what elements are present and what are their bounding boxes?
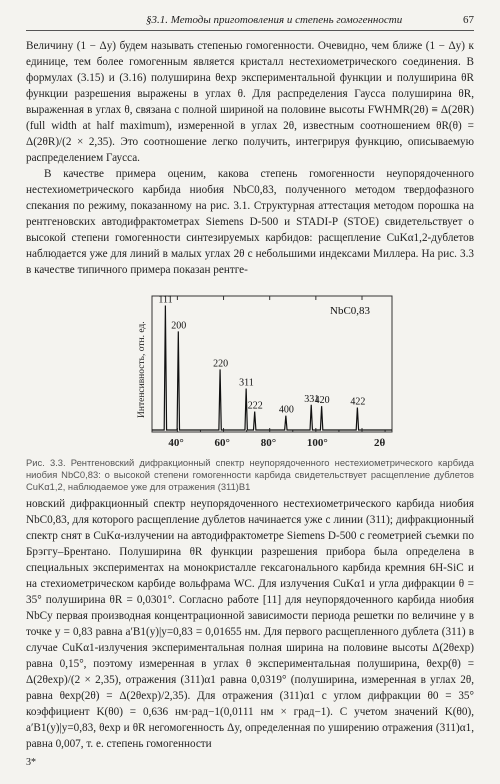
- peak-label-220: 220: [213, 358, 229, 370]
- running-header: [26, 14, 474, 31]
- spectrum-line: [152, 306, 392, 430]
- page-number: 67: [463, 14, 474, 26]
- figure-caption: Рис. 3.3. Рентгеновский дифракционный спектр неупорядоченного нестехиометрического карбида ниобия NbC0,83: о высокой степени гомогенности карбида свидетельствует расщепление дублетов CuKα1,2, наблюдаемое уже для отражения (311)B1: [26, 457, 474, 492]
- peak-label-400: 400: [278, 404, 294, 416]
- peak-label-200: 200: [171, 320, 187, 332]
- x-tick-label: 60°: [214, 437, 230, 449]
- header-title: §3.1. Методы приготовления и степень гомогенности: [146, 14, 403, 26]
- xrd-chart: [130, 292, 398, 454]
- chart-title: NbC0,83: [330, 305, 371, 317]
- x-tick-label: 2θ: [374, 437, 386, 449]
- peak-label-422: 422: [350, 396, 366, 408]
- bottom-text: [26, 496, 474, 752]
- peak-label-111: 111: [158, 294, 173, 306]
- top-text: [26, 38, 474, 278]
- paragraph: новский дифракционный спектр неупорядоченного нестехиометрического карбида ниобия NbC0,83, для которого расщепление дублетов начинается уже с линии (311); дифракционный спектр снят в CuKα-излучении на автодифрактометре Siemens D-500 с геометрией съемки по Брэггу–Брентано. Полуширина θR функции разрешения прибора была определена в специальных экспериментах на монокристалле гексагонального карбида кремния 6H-SiC и на стехиометрическом карбиде вольфрама WC. Для излучения CuKα1 и угла дифракции θ = 35° полуширина θR = 0,0301°. Согласно работе [11] для неупорядоченного карбида ниобия NbCy первая производная концентрационной зависимости периода решетки по величине y в точке y = 0,83 равна a′B1(y)|y=0,83 = 0,01655 нм. Для первого расщепленного дублета (311) в случае CuKα1-излучения экспериментальная полная ширина на половине высоты Δ(2θexp) равна 0,15°, поэтому измеренная в углах θ экспериментальная полуширина, θexp(θ) = Δ(2θexp)/(2 × 2,35), отражения (311)α1 равна 0,0319° (полуширина, измеренная в углах 2θ, равна θexp(2θ) = Δ(2θexp)/2,35). Для отражения (311)α1 с углом дифракции θ0 = 35° коэффициент K(θ0) = 0,636 нм·рад−1(0,0111 нм × град−1). С учетом значений K(θ0), a′B1(y)|y=0,83, θexp и θR негомогенность Δy, определенная по уширению отражения (311)α1, равна 0,007, т. е. степень гомогенности: [26, 498, 474, 750]
- peak-label-331: 331: [304, 393, 320, 405]
- y-axis-label: Интенсивность, отн. ед.: [137, 321, 147, 418]
- x-tick-label: 100°: [306, 437, 328, 449]
- xrd-chart-svg: [130, 292, 398, 454]
- peak-label-420: 420: [314, 395, 330, 407]
- peak-label-311: 311: [239, 377, 254, 389]
- paragraph: Величину (1 − Δy) будем называть степенью гомогенности. Очевидно, чем ближе (1 − Δy) к единице, тем более гомогенным является кристалл нестехиометрического соединения. В формулах (3.15) и (3.16) полуширина θexp экспериментальной функции и полуширина θR функции разрешения выражены в углах θ. Для распределения Гаусса полуширина θR, выраженная в углах θ, связана с полной шириной на половине высоты FWHMR(2θ) ≡ Δ(2θR) (full width at half maximum), измеренной в углах 2θ, известным соотношением θR(θ) = Δ(2θR)/(2 × 2,35). Это соотношение легко получить, интегрируя функцию, описываемую распределением Гаусса.: [26, 40, 474, 164]
- paragraph: В качестве примера оценим, какова степень гомогенности неупорядоченного нестехиометрического карбида ниобия NbC0,83, полученного методом твердофазного спекания по режиму, показанному на рис. 3.1. Структурная аттестация методом порошка на рентгеновских автодифрактометрах Siemens D-500 и STADI-P (STOE) свидетельствует о высокой степени гомогенности синтезируемых карбидов: расщепление CuKα1,2-дублетов наблюдается уже для линий в малых углах 2θ с небольшими индексами Миллера. На рис. 3.3 в качестве типичного примера показан рентге-: [26, 168, 474, 276]
- x-tick-label: 80°: [260, 437, 277, 449]
- footer-mark: 3*: [26, 757, 36, 768]
- x-tick-label: 40°: [168, 437, 184, 449]
- peak-label-222: 222: [247, 400, 263, 412]
